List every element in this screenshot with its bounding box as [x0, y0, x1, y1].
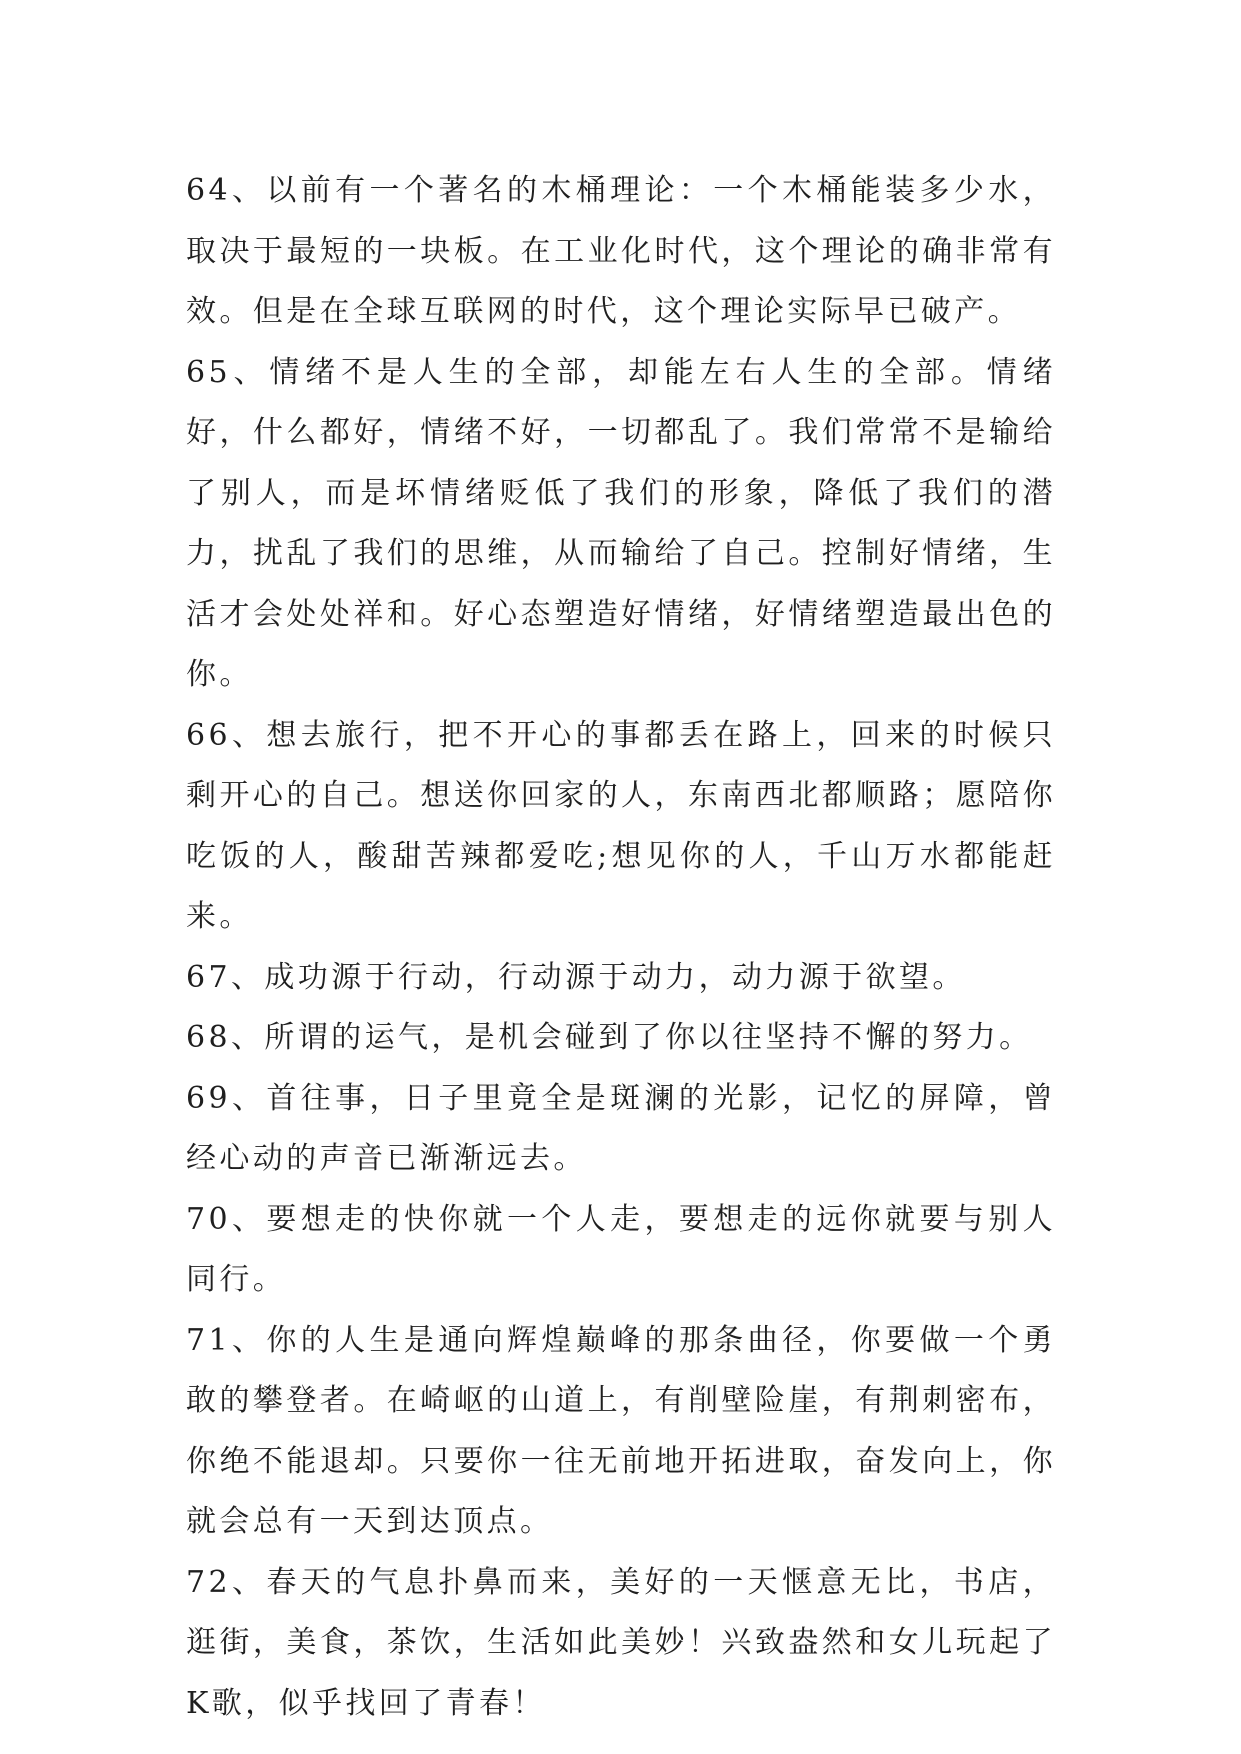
paragraph-71: 71、你的人生是通向辉煌巅峰的那条曲径，你要做一个勇敢的攀登者。在崎岖的山道上，有削壁险崖，有荆刺密布，你绝不能退却。只要你一往无前地开拓进取，奋发向上，你就会总有一天到达顶点。: [186, 1322, 1056, 1539]
paragraph-69: 69、首往事，日子里竟全是斑澜的光影，记忆的屏障，曾经心动的声音已渐渐远去。: [186, 1080, 1056, 1176]
paragraph-64: 64、以前有一个著名的木桶理论：一个木桶能装多少水，取决于最短的一块板。在工业化时代，这个理论的确非常有效。但是在全球互联网的时代，这个理论实际早已破产。: [186, 173, 1056, 329]
paragraph-65: 65、情绪不是人生的全部，却能左右人生的全部。情绪好，什么都好，情绪不好，一切都乱了。我们常常不是输给了别人，而是坏情绪贬低了我们的形象，降低了我们的潜力，扰乱了我们的思维，从而输给了自己。控制好情绪，生活才会处处祥和。好心态塑造好情绪，好情绪塑造最出色的你。: [186, 354, 1056, 692]
paragraph-66: 66、想去旅行，把不开心的事都丢在路上，回来的时候只剩开心的自己。想送你回家的人，东南西北都顺路；愿陪你吃饭的人，酸甜苦辣都爱吃;想见你的人，千山万水都能赶来。: [186, 717, 1056, 934]
document-body: [186, 161, 1056, 1734]
paragraph-68: 68、所谓的运气，是机会碰到了你以往坚持不懈的努力。: [186, 1020, 1033, 1055]
paragraph-72: 72、春天的气息扑鼻而来，美好的一天惬意无比，书店，逛街，美食，茶饮，生活如此美妙！兴致盎然和女儿玩起了K歌，似乎找回了青春！: [186, 1564, 1056, 1721]
paragraph-67: 67、成功源于行动，行动源于动力，动力源于欲望。: [186, 959, 966, 995]
paragraph-70: 70、要想走的快你就一个人走，要想走的远你就要与别人同行。: [186, 1201, 1056, 1297]
